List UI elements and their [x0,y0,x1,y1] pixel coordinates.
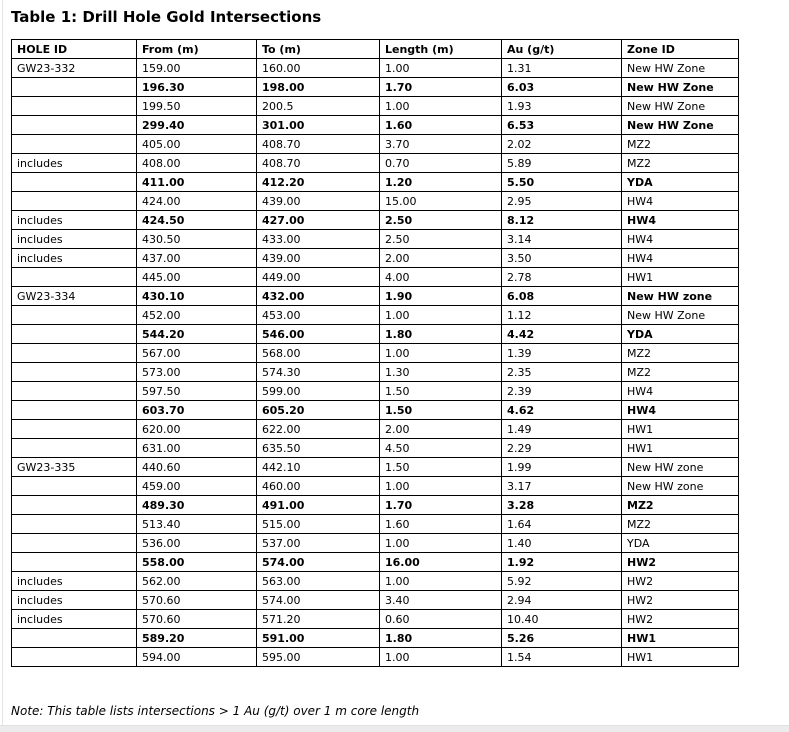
cell-au: 6.08 [502,287,622,306]
cell-length: 4.50 [380,439,502,458]
cell-au: 1.93 [502,97,622,116]
cell-to: 160.00 [257,59,380,78]
cell-from: 430.10 [137,287,257,306]
cell-to: 595.00 [257,648,380,667]
cell-au: 5.89 [502,154,622,173]
cell-au: 2.78 [502,268,622,287]
cell-from: 513.40 [137,515,257,534]
table-row [12,610,739,629]
cell-hole-id: includes [12,249,137,268]
cell-hole-id [12,629,137,648]
table-row [12,553,739,572]
cell-au: 1.64 [502,515,622,534]
cell-zone: MZ2 [622,344,739,363]
cell-hole-id [12,496,137,515]
cell-zone: HW1 [622,629,739,648]
cell-hole-id [12,439,137,458]
cell-length: 1.00 [380,572,502,591]
cell-au: 5.26 [502,629,622,648]
cell-from: 159.00 [137,59,257,78]
table-row [12,325,739,344]
cell-from: 594.00 [137,648,257,667]
table-row [12,116,739,135]
cell-to: 453.00 [257,306,380,325]
cell-zone: HW1 [622,268,739,287]
cell-from: 489.30 [137,496,257,515]
cell-hole-id [12,306,137,325]
cell-from: 196.30 [137,78,257,97]
cell-to: 571.20 [257,610,380,629]
cell-zone: HW2 [622,553,739,572]
cell-zone: HW4 [622,211,739,230]
table-body [12,59,739,667]
cell-to: 427.00 [257,211,380,230]
column-header-to: To (m) [257,40,380,59]
cell-zone: MZ2 [622,154,739,173]
cell-length: 1.60 [380,116,502,135]
cell-to: 568.00 [257,344,380,363]
cell-to: 574.30 [257,363,380,382]
cell-from: 597.50 [137,382,257,401]
cell-from: 440.60 [137,458,257,477]
cell-au: 3.17 [502,477,622,496]
cell-length: 1.20 [380,173,502,192]
cell-hole-id [12,382,137,401]
cell-zone: YDA [622,325,739,344]
cell-to: 198.00 [257,78,380,97]
cell-from: 620.00 [137,420,257,439]
table-row [12,363,739,382]
cell-from: 408.00 [137,154,257,173]
cell-length: 1.00 [380,97,502,116]
cell-au: 2.35 [502,363,622,382]
cell-au: 4.62 [502,401,622,420]
cell-from: 199.50 [137,97,257,116]
cell-length: 4.00 [380,268,502,287]
cell-au: 10.40 [502,610,622,629]
cell-au: 6.03 [502,78,622,97]
table-header-row [12,40,739,59]
cell-length: 1.30 [380,363,502,382]
cell-from: 567.00 [137,344,257,363]
cell-from: 544.20 [137,325,257,344]
cell-from: 558.00 [137,553,257,572]
cell-zone: HW1 [622,439,739,458]
cell-hole-id [12,477,137,496]
cell-au: 1.99 [502,458,622,477]
cell-from: 573.00 [137,363,257,382]
cell-to: 537.00 [257,534,380,553]
cell-to: 622.00 [257,420,380,439]
cell-from: 445.00 [137,268,257,287]
cell-zone: MZ2 [622,515,739,534]
cell-au: 2.29 [502,439,622,458]
cell-zone: New HW Zone [622,97,739,116]
cell-from: 631.00 [137,439,257,458]
cell-from: 437.00 [137,249,257,268]
cell-to: 200.5 [257,97,380,116]
cell-au: 5.92 [502,572,622,591]
cell-to: 449.00 [257,268,380,287]
cell-to: 412.20 [257,173,380,192]
cell-length: 1.50 [380,458,502,477]
cell-hole-id [12,553,137,572]
cell-from: 424.00 [137,192,257,211]
table-row [12,534,739,553]
table-row [12,477,739,496]
column-header-au: Au (g/t) [502,40,622,59]
cell-length: 2.50 [380,230,502,249]
cell-zone: HW4 [622,230,739,249]
cell-hole-id: includes [12,591,137,610]
cell-zone: HW1 [622,648,739,667]
cell-to: 442.10 [257,458,380,477]
cell-zone: HW2 [622,591,739,610]
table-row [12,344,739,363]
cell-length: 2.50 [380,211,502,230]
cell-to: 599.00 [257,382,380,401]
cell-au: 2.02 [502,135,622,154]
cell-hole-id [12,116,137,135]
cell-length: 16.00 [380,553,502,572]
cell-length: 3.40 [380,591,502,610]
cell-hole-id [12,135,137,154]
cell-hole-id: includes [12,211,137,230]
cell-from: 405.00 [137,135,257,154]
table-row [12,420,739,439]
column-header-zone: Zone ID [622,40,739,59]
cell-au: 3.28 [502,496,622,515]
cell-zone: HW1 [622,420,739,439]
cell-to: 433.00 [257,230,380,249]
cell-length: 15.00 [380,192,502,211]
cell-length: 1.50 [380,401,502,420]
cell-au: 3.50 [502,249,622,268]
cell-from: 603.70 [137,401,257,420]
table-row [12,496,739,515]
table-row [12,591,739,610]
cell-zone: New HW zone [622,458,739,477]
cell-au: 1.92 [502,553,622,572]
cell-au: 2.39 [502,382,622,401]
cell-from: 589.20 [137,629,257,648]
cell-length: 1.90 [380,287,502,306]
cell-au: 1.39 [502,344,622,363]
cell-hole-id: GW23-334 [12,287,137,306]
cell-au: 4.42 [502,325,622,344]
cell-from: 299.40 [137,116,257,135]
cell-hole-id [12,515,137,534]
cell-hole-id [12,173,137,192]
cell-from: 570.60 [137,610,257,629]
cell-to: 563.00 [257,572,380,591]
cell-zone: New HW Zone [622,59,739,78]
cell-hole-id [12,534,137,553]
cell-hole-id: includes [12,230,137,249]
cell-hole-id [12,78,137,97]
table-row [12,287,739,306]
cell-zone: YDA [622,534,739,553]
cell-au: 1.49 [502,420,622,439]
cell-to: 408.70 [257,154,380,173]
table-row [12,135,739,154]
table-row [12,629,739,648]
cell-zone: HW4 [622,401,739,420]
cell-length: 1.00 [380,344,502,363]
cell-length: 1.70 [380,78,502,97]
cell-hole-id [12,363,137,382]
cell-hole-id [12,401,137,420]
cell-zone: New HW zone [622,477,739,496]
cell-hole-id: includes [12,572,137,591]
table-row [12,515,739,534]
table-row [12,97,739,116]
table-row [12,211,739,230]
table-title: Table 1: Drill Hole Gold Intersections [11,8,322,26]
cell-hole-id [12,648,137,667]
cell-from: 570.60 [137,591,257,610]
table-row [12,648,739,667]
table-row [12,382,739,401]
cell-hole-id: includes [12,610,137,629]
table-row [12,306,739,325]
cell-to: 301.00 [257,116,380,135]
cell-from: 562.00 [137,572,257,591]
cell-length: 1.60 [380,515,502,534]
cell-hole-id [12,192,137,211]
column-header-from: From (m) [137,40,257,59]
cell-from: 411.00 [137,173,257,192]
cell-length: 1.80 [380,629,502,648]
cell-zone: HW2 [622,572,739,591]
cell-to: 432.00 [257,287,380,306]
cell-length: 1.80 [380,325,502,344]
cell-to: 515.00 [257,515,380,534]
cell-to: 439.00 [257,192,380,211]
cell-length: 2.00 [380,420,502,439]
cell-length: 1.00 [380,306,502,325]
cell-to: 408.70 [257,135,380,154]
table-row [12,268,739,287]
cell-zone: MZ2 [622,496,739,515]
table-note: Note: This table lists intersections > 1 Au (g/t) over 1 m core length [11,704,420,718]
cell-to: 605.20 [257,401,380,420]
cell-to: 460.00 [257,477,380,496]
cell-to: 591.00 [257,629,380,648]
table-row [12,401,739,420]
cell-au: 2.94 [502,591,622,610]
cell-to: 546.00 [257,325,380,344]
cell-to: 635.50 [257,439,380,458]
cell-zone: New HW Zone [622,116,739,135]
drill-results-table [11,39,739,667]
cell-length: 1.00 [380,477,502,496]
cell-length: 1.00 [380,534,502,553]
cell-to: 439.00 [257,249,380,268]
cell-au: 1.31 [502,59,622,78]
cell-hole-id [12,268,137,287]
cell-hole-id [12,420,137,439]
cell-hole-id: GW23-332 [12,59,137,78]
table-row [12,439,739,458]
horizontal-scrollbar[interactable] [0,725,789,732]
cell-zone: MZ2 [622,363,739,382]
table-row [12,173,739,192]
cell-au: 3.14 [502,230,622,249]
cell-zone: HW2 [622,610,739,629]
cell-length: 3.70 [380,135,502,154]
cell-length: 1.00 [380,648,502,667]
table-row [12,78,739,97]
cell-au: 6.53 [502,116,622,135]
cell-zone: HW4 [622,382,739,401]
table-row [12,249,739,268]
cell-length: 0.60 [380,610,502,629]
cell-au: 1.12 [502,306,622,325]
cell-from: 536.00 [137,534,257,553]
cell-au: 5.50 [502,173,622,192]
cell-au: 8.12 [502,211,622,230]
cell-hole-id [12,97,137,116]
cell-hole-id: GW23-335 [12,458,137,477]
column-header-length: Length (m) [380,40,502,59]
cell-length: 1.00 [380,59,502,78]
cell-from: 430.50 [137,230,257,249]
table-row [12,154,739,173]
cell-from: 424.50 [137,211,257,230]
cell-zone: New HW zone [622,287,739,306]
cell-length: 1.50 [380,382,502,401]
table-row [12,192,739,211]
cell-zone: HW4 [622,192,739,211]
cell-to: 574.00 [257,553,380,572]
cell-to: 491.00 [257,496,380,515]
cell-zone: New HW Zone [622,306,739,325]
cell-hole-id: includes [12,154,137,173]
cell-au: 1.40 [502,534,622,553]
cell-length: 0.70 [380,154,502,173]
cell-to: 574.00 [257,591,380,610]
cell-zone: HW4 [622,249,739,268]
table-row [12,572,739,591]
cell-zone: New HW Zone [622,78,739,97]
cell-zone: MZ2 [622,135,739,154]
column-header-hole-id: HOLE ID [12,40,137,59]
table-row [12,458,739,477]
cell-zone: YDA [622,173,739,192]
cell-from: 452.00 [137,306,257,325]
cell-au: 1.54 [502,648,622,667]
cell-au: 2.95 [502,192,622,211]
table-row [12,230,739,249]
cell-hole-id [12,325,137,344]
cell-length: 1.70 [380,496,502,515]
cell-hole-id [12,344,137,363]
table-row [12,59,739,78]
cell-length: 2.00 [380,249,502,268]
cell-from: 459.00 [137,477,257,496]
page [2,0,788,732]
